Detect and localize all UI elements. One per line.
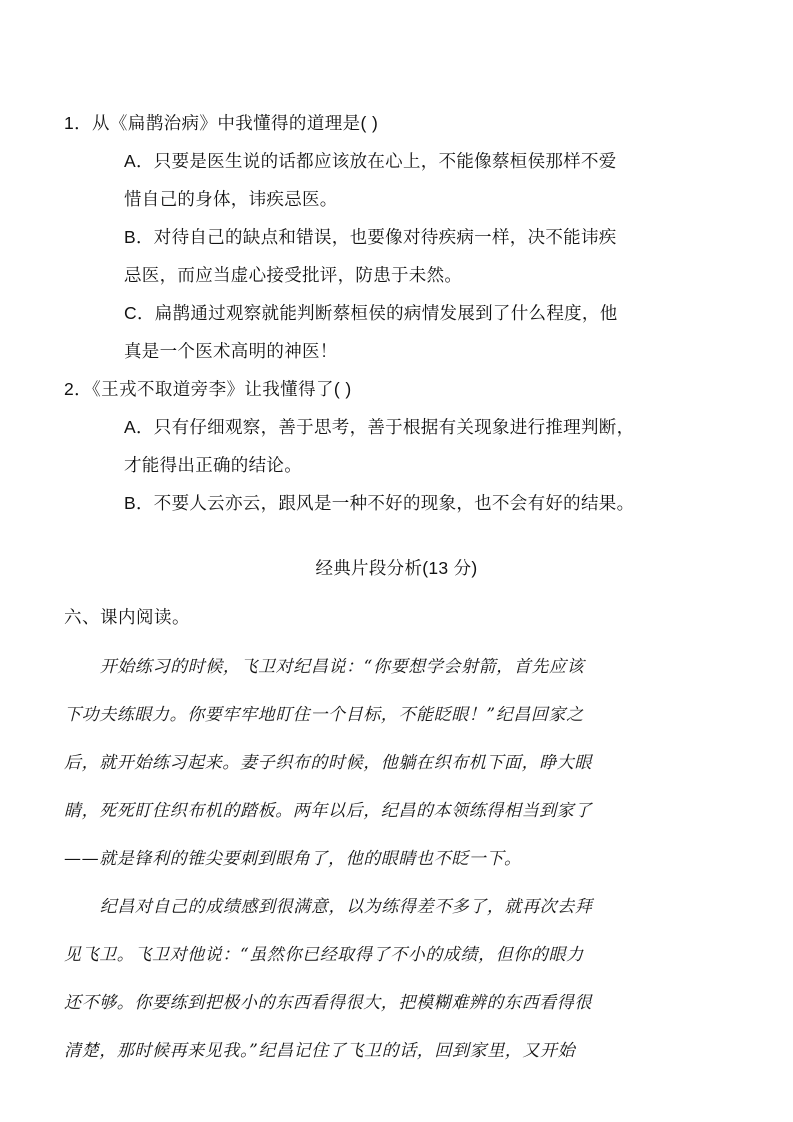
passage-p1-line-5: ——就是锋利的锥尖要刺到眼角了，他的眼睛也不眨一下。: [64, 849, 522, 869]
question-2-option-b[interactable]: [64, 484, 724, 522]
question-1-option-a-line-2: 惜自己的身体，讳疾忌医。: [124, 189, 338, 209]
question-2-option-a-line-1: A．只有仔细观察，善于思考，善于根据有关现象进行推理判断，: [124, 417, 635, 437]
question-1-option-b-line-2: 忌医，而应当虚心接受批评，防患于未然。: [124, 265, 463, 285]
passage-p1-line-1: 开始练习的时候，飞卫对纪昌说：“你要想学会射箭，首先应该: [99, 657, 585, 677]
question-1-option-a-line-1: A．只要是医生说的话都应该放在心上，不能像蔡桓侯那样不爱: [124, 151, 617, 171]
question-1-stem: 1．从《扁鹊治病》中我懂得的道理是( ): [64, 113, 379, 133]
question-1-option-b-line-1: B．对待自己的缺点和错误，也要像对待疾病一样，决不能讳疾: [124, 227, 617, 247]
part-title: 经典片段分析(13 分): [315, 558, 478, 578]
question-1-option-b[interactable]: [64, 218, 724, 294]
passage-p1-line-3: 后，就开始练习起来。妻子织布的时候，他躺在织布机下面，睁大眼: [64, 753, 592, 773]
question-1-option-a[interactable]: [64, 142, 724, 218]
passage-paragraph-2: [64, 883, 719, 1075]
passage-p2-line-3: 还不够。你要练到把极小的东西看得很大，把模糊难辨的东西看得很: [64, 993, 592, 1013]
question-2-stem: 2．《王戎不取道旁李》让我懂得了( ): [64, 379, 352, 399]
questions-section: [64, 104, 724, 522]
passage-p1-line-4: 睛，死死盯住织布机的踏板。两年以后，纪昌的本领练得相当到家了: [64, 801, 592, 821]
question-2-option-a-line-2: 才能得出正确的结论。: [124, 455, 302, 475]
question-2-option-a[interactable]: [64, 408, 724, 484]
passage-paragraph-1: [64, 643, 719, 883]
question-1-option-c[interactable]: [64, 294, 724, 370]
question-2-option-b-line-1: B．不要人云亦云，跟风是一种不好的现象，也不会有好的结果。: [124, 493, 635, 513]
reading-passage: [64, 643, 719, 1075]
passage-p2-line-1: 纪昌对自己的成绩感到很满意，以为练得差不多了，就再次去拜: [99, 897, 593, 917]
passage-p2-line-4: 清楚，那时候再来见我。”纪昌记住了飞卫的话，回到家里，又开始: [64, 1041, 576, 1061]
question-1-option-c-line-2: 真是一个医术高明的神医！: [124, 341, 338, 361]
passage-p2-line-2: 见飞卫。飞卫对他说：“虽然你已经取得了不小的成绩，但你的眼力: [64, 945, 584, 965]
passage-p1-line-2: 下功夫练眼力。你要牢牢地盯住一个目标，不能眨眼！”纪昌回家之: [64, 705, 584, 725]
question-1-option-c-line-1: C．扁鹊通过观察就能判断蔡桓侯的病情发展到了什么程度，他: [124, 303, 618, 323]
section-heading-six: 六、课内阅读。: [64, 607, 190, 627]
question-1: [64, 104, 724, 370]
question-2: [64, 370, 724, 522]
